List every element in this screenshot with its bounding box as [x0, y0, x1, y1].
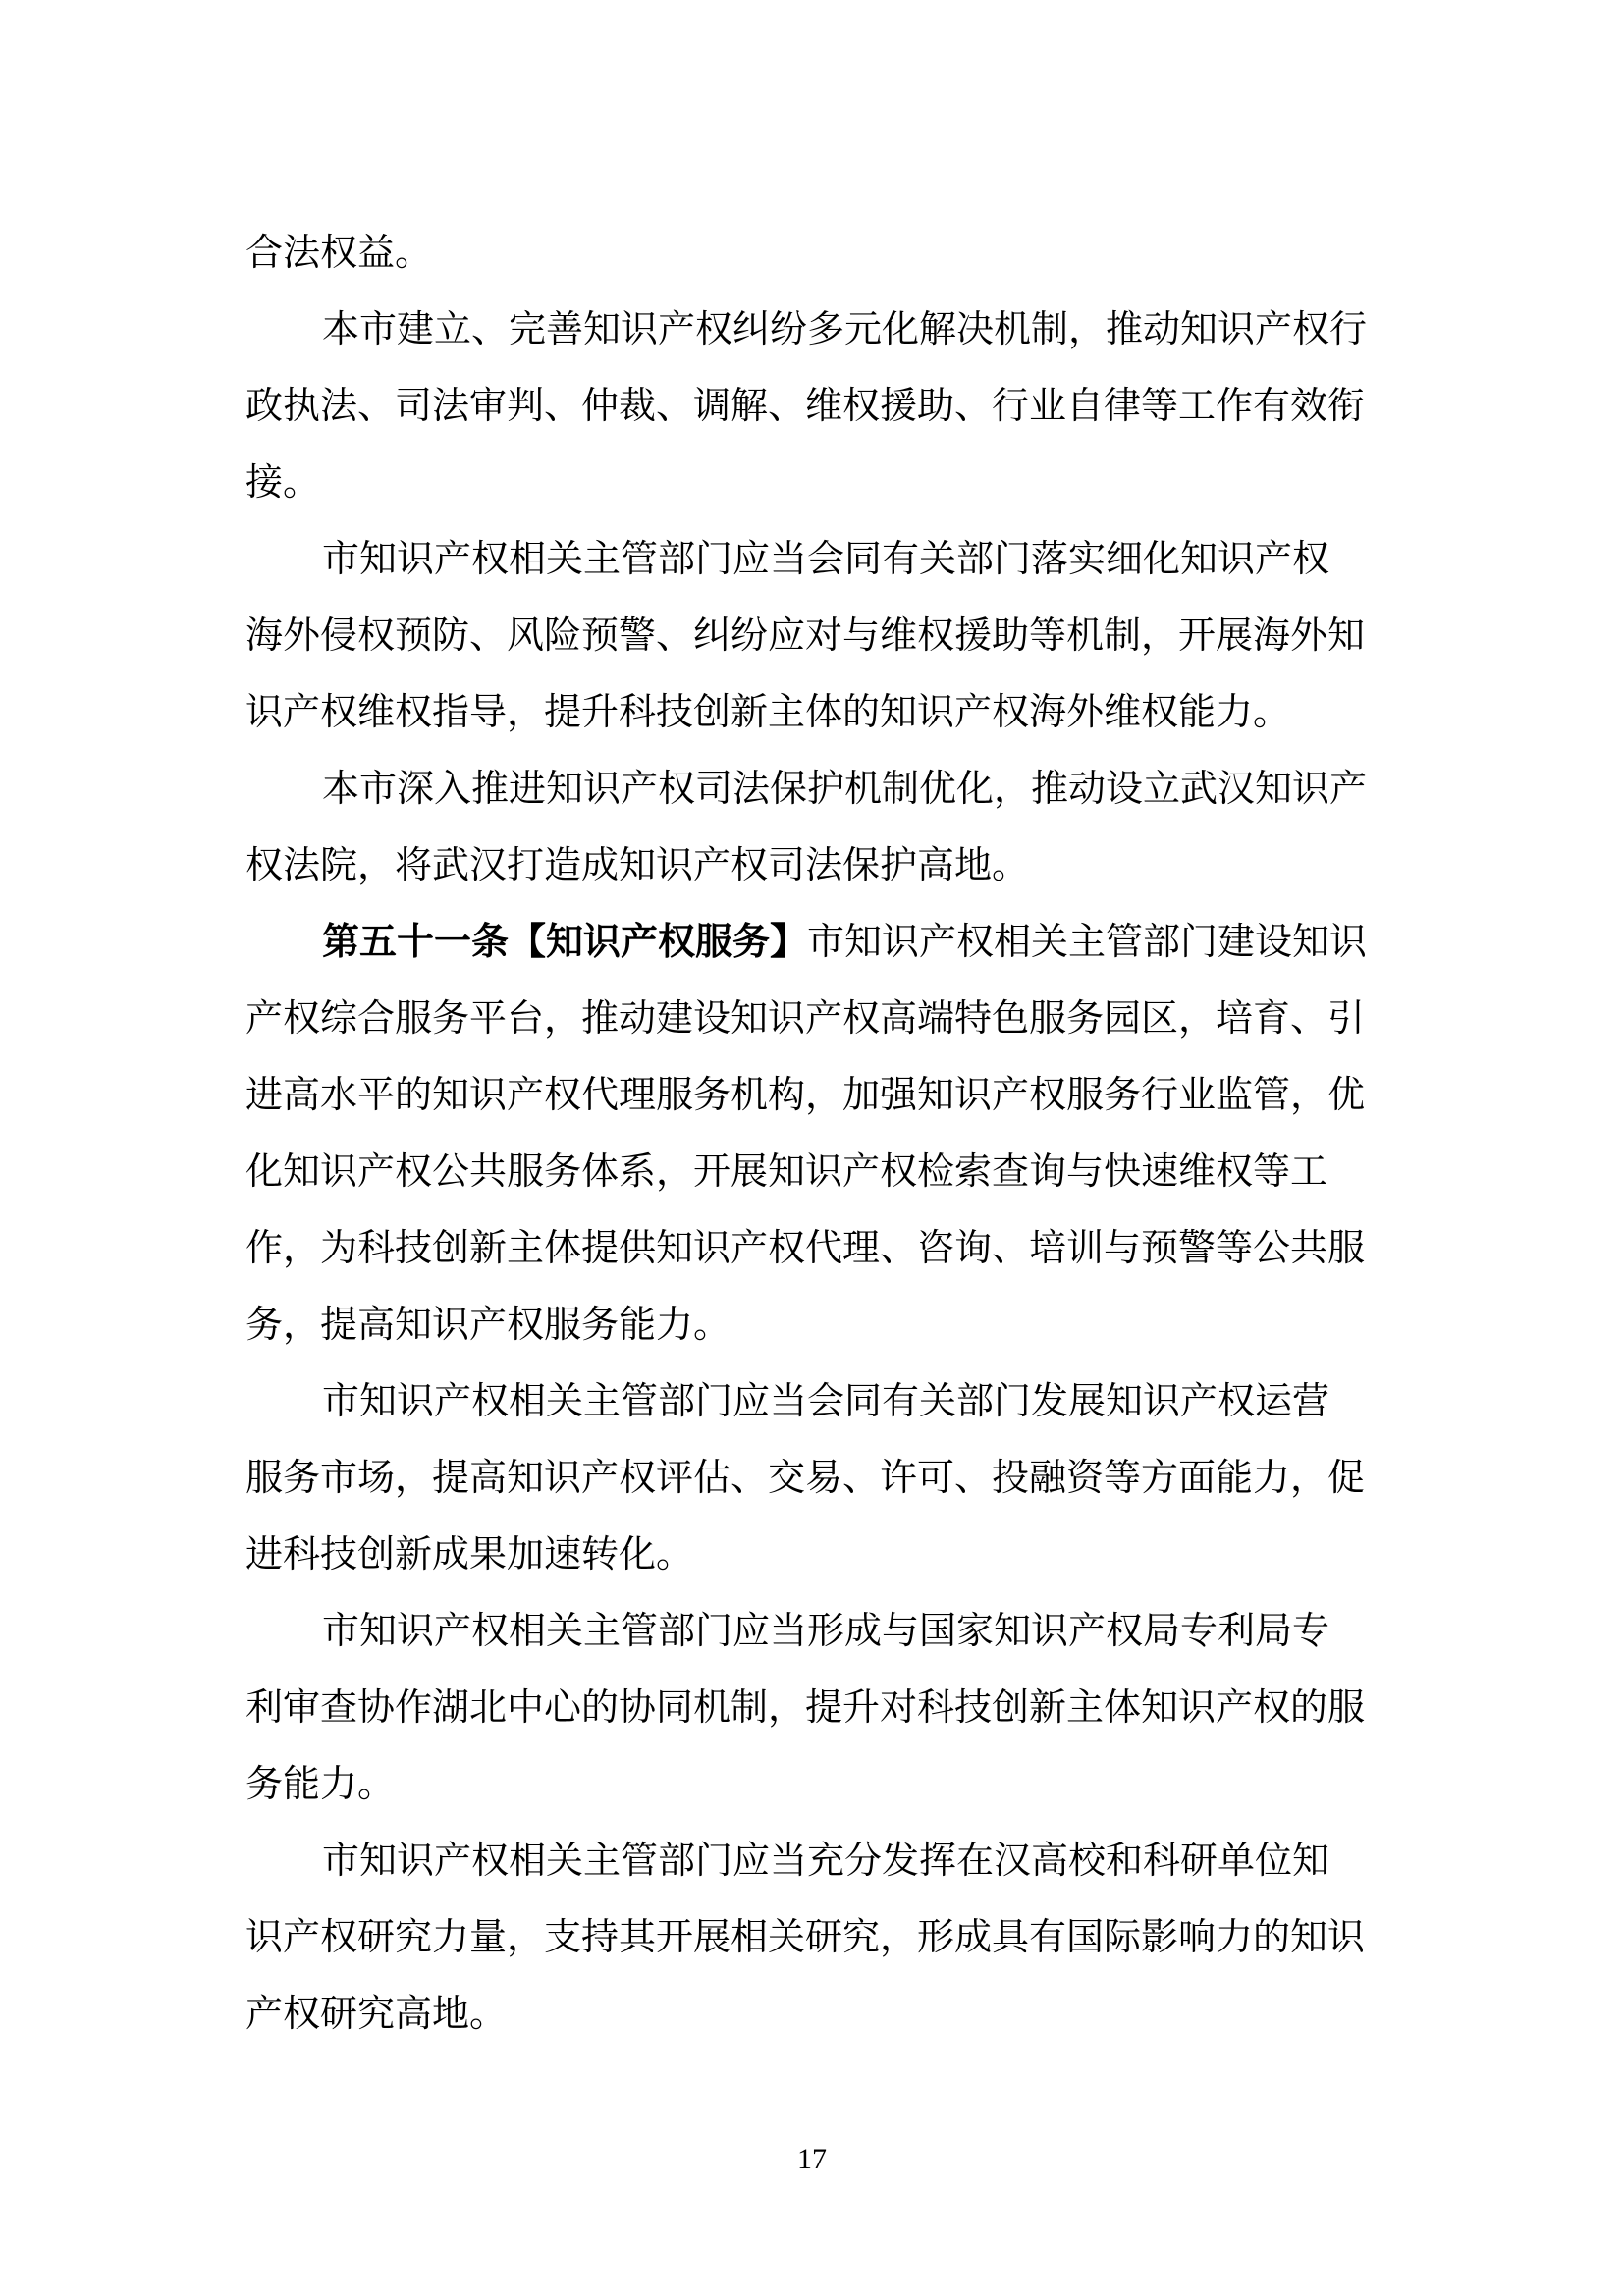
text-line: 化知识产权公共服务体系，开展知识产权检索查询与快速维权等工: [245, 1149, 1328, 1193]
text-line: 识产权研究力量，支持其开展相关研究，形成具有国际影响力的知识: [245, 1915, 1366, 1958]
page-number: 17: [797, 2143, 827, 2175]
article-heading: 第五十一条【知识产权服务】: [322, 920, 808, 963]
text-line: 本市建立、完善知识产权纠纷多元化解决机制，推动知识产权行: [322, 307, 1368, 350]
text-line: 产权研究高地。: [245, 1992, 508, 2035]
text-line: 服务市场，提高知识产权评估、交易、许可、投融资等方面能力，促: [245, 1456, 1366, 1499]
text-line: 进高水平的知识产权代理服务机构，加强知识产权服务行业监管，优: [245, 1073, 1366, 1116]
text-line: 市知识产权相关主管部门应当会同有关部门发展知识产权运营: [322, 1379, 1330, 1422]
text-line: 务，提高知识产权服务能力。: [245, 1303, 731, 1346]
text-line: 合法权益。: [245, 231, 433, 274]
text-line: 利审查协作湖北中心的协同机制，提升对科技创新主体知识产权的服: [245, 1685, 1366, 1729]
document-body: [245, 214, 1394, 2052]
text-line: 接。: [245, 460, 321, 504]
text-line: 海外侵权预防、风险预警、纠纷应对与维权援助等机制，开展海外知: [245, 614, 1366, 657]
text-line: 市知识产权相关主管部门应当形成与国家知识产权局专利局专: [322, 1609, 1330, 1652]
text-line: 产权综合服务平台，推动建设知识产权高端特色服务园区，培育、引: [245, 996, 1366, 1040]
text-line: 务能力。: [245, 1762, 396, 1805]
text-line: 本市深入推进知识产权司法保护机制优化，推动设立武汉知识产: [322, 767, 1368, 810]
article-heading-line: [245, 903, 1394, 980]
text-line: 市知识产权相关主管部门应当充分发挥在汉高校和科研单位知: [322, 1839, 1330, 1882]
article-text: 市知识产权相关主管部门建设知识: [807, 920, 1368, 963]
text-line: 作，为科技创新主体提供知识产权代理、咨询、培训与预警等公共服: [245, 1226, 1366, 1269]
text-line: 市知识产权相关主管部门应当会同有关部门落实细化知识产权: [322, 537, 1330, 580]
text-line: 政执法、司法审判、仲裁、调解、维权援助、行业自律等工作有效衔: [245, 384, 1366, 427]
text-line: 权法院，将武汉打造成知识产权司法保护高地。: [245, 843, 1030, 886]
text-line: 识产权维权指导，提升科技创新主体的知识产权海外维权能力。: [245, 690, 1291, 733]
text-line: 进科技创新成果加速转化。: [245, 1532, 694, 1575]
